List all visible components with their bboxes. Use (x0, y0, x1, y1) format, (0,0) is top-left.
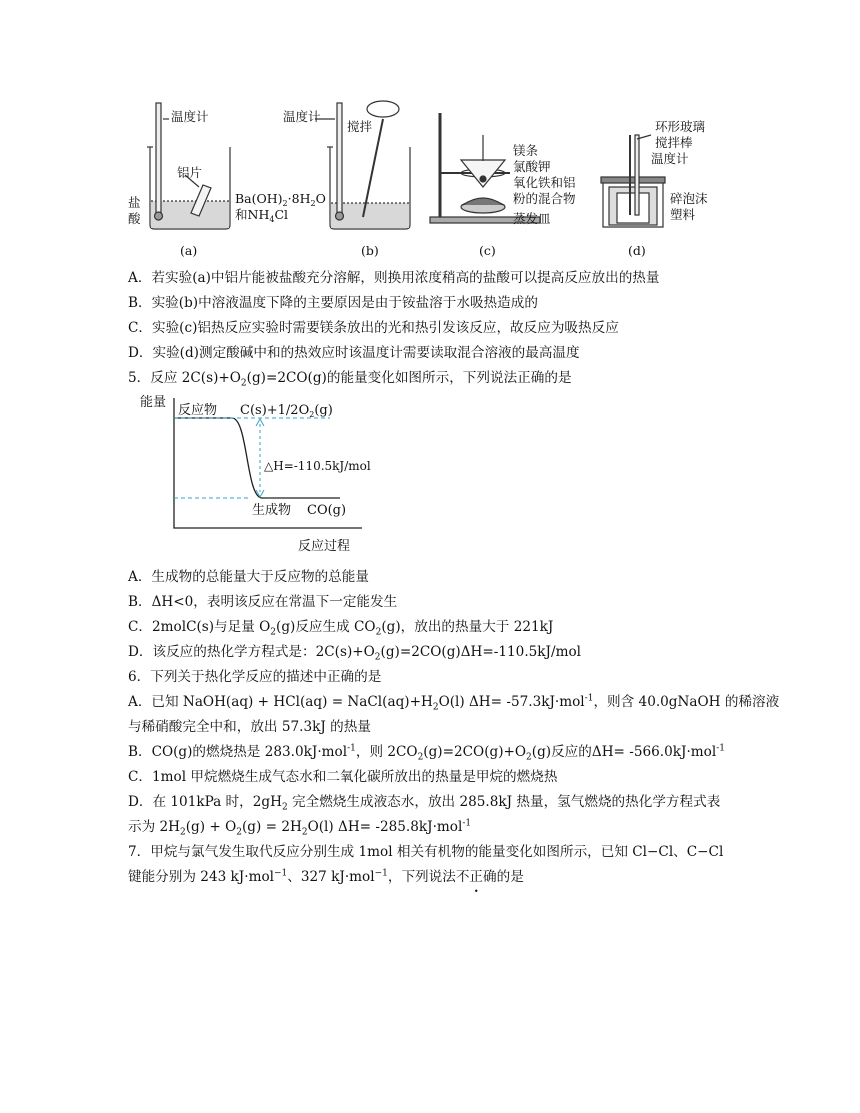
q7-stem-line-1: 7．甲烷与氯气发生取代反应分别生成 1mol 相关有机物的能量变化如图所示，已知 Cl−Cl、C−Cl (128, 844, 724, 860)
label-b-reagent: $Ba(OH)_2\cdot 8H_2O$ (235, 191, 326, 208)
q5-option-c: C．2molC(s)与足量 $O_2(g)$反应生成 $CO_2(g)$，放出的热量大于 221kJ (128, 619, 554, 638)
q6-option-d-line-2: 示为 $2H_2(g) + O_2(g) = 2H_2O(l)$ ΔH= -285.8kJ·mol$^{-1}$ (128, 818, 472, 838)
product-formula: CO(g) (307, 503, 347, 518)
label-c-dish: 蒸发皿 (513, 211, 551, 226)
label-a-acid-1: 盐 (128, 195, 141, 210)
q6-option-a-line-2: 与稀硝酸完全中和，放出 57.3kJ 的热量 (128, 719, 371, 735)
label-d-foam-1: 碎泡沫 (670, 191, 708, 206)
reactant-formula: $C(s)+1/2O_2(g)$ (240, 403, 333, 419)
experiment-figure (125, 95, 745, 265)
q4-option-c: C．实验(c)铝热反应实验时需要镁条放出的光和热引发该反应，故反应为吸热反应 (128, 320, 619, 336)
q7-stem-line-2: 键能分别为 243 kJ·mol$^{-1}$、327 kJ·mol$^{-1}$，下列说法不正确的是 (128, 868, 524, 885)
label-d-foam-2: 塑料 (670, 207, 696, 222)
q6-option-d-line-1: D．在 101kPa 时，$2gH_2$ 完全燃烧生成液态水，放出 285.8kJ 热量，氢气燃烧的热化学方程式表 (128, 794, 721, 813)
label-b-thermometer: 温度计 (283, 109, 321, 124)
label-c-kclo3: 氯酸钾 (513, 159, 551, 174)
q4-option-d: D．实验(d)测定酸碱中和的热效应时该温度计需要读取混合溶液的最高温度 (128, 345, 580, 361)
label-a-acid-2: 酸 (128, 211, 141, 226)
emphasis-not-correct: 不正确 (455, 869, 497, 885)
product-label: 生成物 (252, 503, 292, 518)
q6-stem: 6．下列关于热化学反应的描述中正确的是 (128, 669, 382, 685)
label-c-mix-2: 粉的混合物 (513, 191, 576, 206)
label-c-mix-1: 氧化铁和铝 (513, 175, 576, 190)
q5-option-b: B．ΔH<0，表明该反应在常温下一定能发生 (128, 594, 398, 610)
q5-option-d: D．该反应的热化学方程式是：$2C(s)+O_2(g)=2CO(g)\Delta H=-110.5kJ$/mol (128, 644, 581, 663)
energy-ylabel: 能量 (140, 395, 167, 410)
caption-c: (c) (479, 243, 496, 258)
delta-h-label: △H=-110.5kJ/mol (264, 459, 371, 473)
q4-option-a: A．若实验(a)中铝片能被盐酸充分溶解，则换用浓度稍高的盐酸可以提高反应放出的热量 (128, 270, 660, 286)
label-d-ring-1: 环形玻璃 (655, 119, 706, 134)
label-d-ring-2: 搅拌棒 (655, 135, 693, 150)
caption-d: (d) (628, 243, 646, 258)
q4-option-b: B．实验(b)中溶液温度下降的主要原因是由于铵盐溶于水吸热造成的 (128, 295, 538, 311)
q6-option-c: C．1mol 甲烷燃烧生成气态水和二氧化碳所放出的热量是甲烷的燃烧热 (128, 769, 558, 785)
q6-option-b: B．CO(g)的燃烧热是 283.0kJ·mol$^{-1}$，则 $2CO_2(g)=2CO(g)+O_2(g)$反应的ΔH= -566.0kJ·mol$^{-1}$ (128, 743, 725, 763)
caption-b: (b) (361, 243, 379, 258)
caption-a: (a) (180, 243, 198, 258)
reactant-label: 反应物 (178, 403, 218, 418)
label-c-mg: 镁条 (513, 143, 539, 158)
q5-option-a: A．生成物的总能量大于反应物的总能量 (128, 569, 369, 585)
label-a-plate: 铝片 (177, 165, 203, 180)
q5-stem: 5．反应 $2C(s)+O_2(g)=2CO(g)$的能量变化如图所示，下列说法正确的是 (128, 370, 572, 389)
energy-diagram (140, 390, 380, 555)
label-b-and: 和$NH_4Cl$ (235, 207, 288, 224)
label-d-thermo: 温度计 (651, 151, 689, 166)
q6-option-a-line-1: A．已知 NaOH(aq) + $HCl(aq) = NaCl(aq)+H_2O(l)$ ΔH= -57.3kJ·mol$^{-1}$，则含 40.0gNaOH 的稀溶液 (128, 693, 780, 713)
energy-xlabel: 反应过程 (298, 539, 351, 554)
energy-curve (174, 418, 340, 498)
label-a-thermometer: 温度计 (171, 109, 209, 124)
label-b-stir: 搅拌 (347, 119, 373, 134)
